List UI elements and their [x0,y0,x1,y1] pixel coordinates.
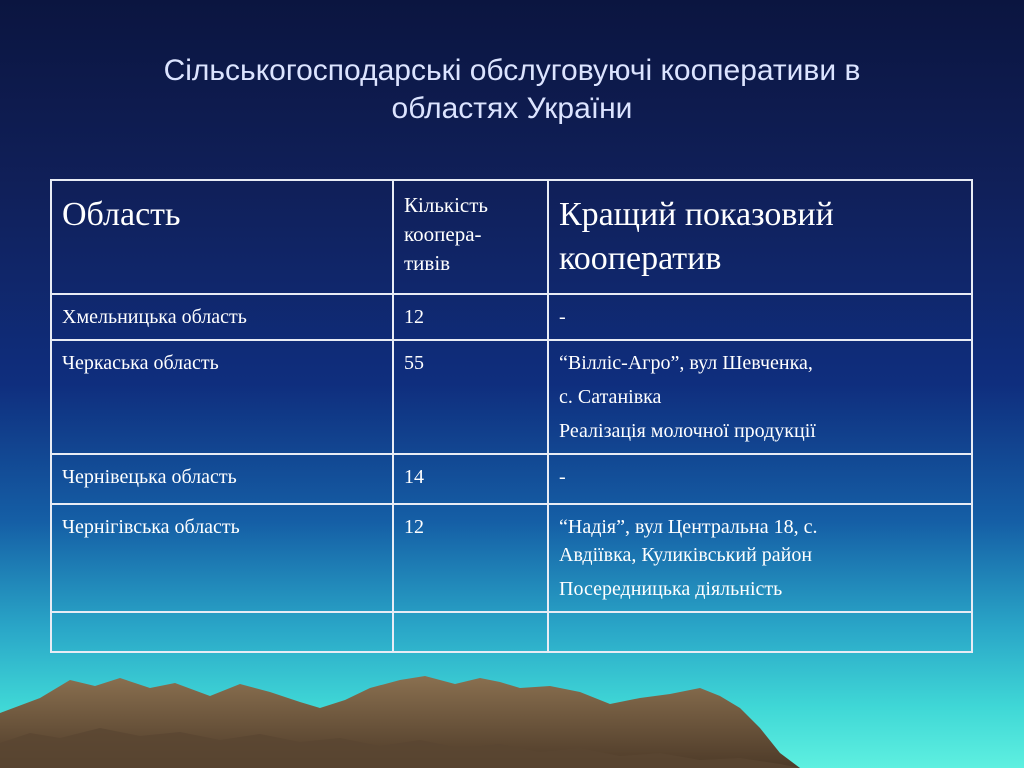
table-row [51,612,972,652]
row-count: 12 [404,516,424,538]
header-count: Кількість коопера- тивів [393,180,548,294]
row-region: Чернівецька область [62,466,237,488]
row-best [549,613,971,629]
row-region: Хмельницька область [62,306,247,328]
row-region: Чернігівська область [62,516,240,538]
row-region [52,613,392,629]
table-header-row [51,180,972,294]
table-row [51,504,972,612]
row-region: Черкаська область [62,352,219,374]
title-line-1: Сільськогосподарські обслуговуючі кооперативи в [163,54,861,87]
row-count [394,613,547,629]
title-line-2: областях України [391,92,633,125]
cooperatives-table [50,179,973,653]
table-row [51,340,972,454]
row-best: - [559,306,566,328]
header-best: Кращий показовий кооператив [548,180,972,294]
header-region: Область [51,180,393,294]
row-best: - [559,466,566,488]
row-count: 14 [404,466,424,488]
row-count: 12 [404,306,424,328]
row-best: “Вілліс-Агро”, вул Шевченка, с. Сатанівка Реалізація молочної продукції [559,352,816,442]
slide-title [60,52,964,128]
table-row [51,294,972,340]
row-best: “Надія”, вул Центральна 18, с. Авдіївка, Куликівський район Посередницька діяльність [559,516,818,600]
table-row [51,454,972,504]
row-count: 55 [404,352,424,374]
mountains-decoration [0,658,1024,768]
